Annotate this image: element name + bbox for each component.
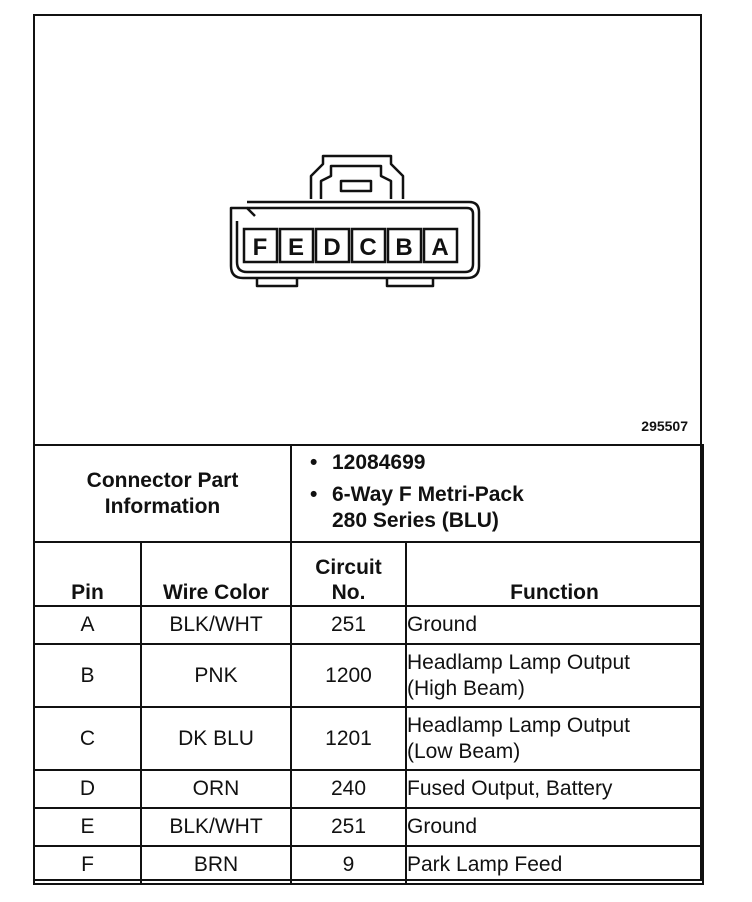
pin-cavity-label: A bbox=[431, 234, 449, 261]
cell-wire-color: BRN bbox=[141, 846, 291, 884]
table-row bbox=[34, 707, 703, 770]
pin-cavity-label: F bbox=[252, 234, 268, 261]
cell-pin: F bbox=[34, 846, 141, 884]
cell-pin: C bbox=[34, 707, 141, 770]
cell-wire-color: DK BLU bbox=[141, 707, 291, 770]
table-row bbox=[34, 606, 703, 644]
cell-pin: B bbox=[34, 644, 141, 707]
cell-function: Fused Output, Battery bbox=[406, 770, 703, 808]
part-info-items bbox=[291, 445, 703, 542]
table-row bbox=[34, 644, 703, 707]
part-info-label: Connector Part Information bbox=[34, 445, 291, 542]
cell-pin: E bbox=[34, 808, 141, 846]
header-pin: Pin bbox=[34, 542, 141, 606]
pin-cavity-label: C bbox=[359, 234, 377, 261]
cell-wire-color: PNK bbox=[141, 644, 291, 707]
cell-wire-color: BLK/WHT bbox=[141, 606, 291, 644]
part-info-row bbox=[34, 445, 703, 542]
pin-cavity-label: D bbox=[323, 234, 341, 261]
connector-face-illustration bbox=[35, 16, 700, 444]
table-row bbox=[34, 846, 703, 884]
cell-circuit: 1201 bbox=[291, 707, 406, 770]
header-function: Function bbox=[406, 542, 703, 606]
cell-function: Ground bbox=[406, 808, 703, 846]
pin-cavity-label: B bbox=[395, 234, 413, 261]
cell-circuit: 240 bbox=[291, 770, 406, 808]
cell-pin: D bbox=[34, 770, 141, 808]
cell-function: Ground bbox=[406, 606, 703, 644]
table-row bbox=[34, 770, 703, 808]
header-wire-color: Wire Color bbox=[141, 542, 291, 606]
cell-function: Park Lamp Feed bbox=[406, 846, 703, 884]
cell-function: Headlamp Lamp Output (Low Beam) bbox=[406, 707, 703, 770]
cell-circuit: 1200 bbox=[291, 644, 406, 707]
cell-circuit: 251 bbox=[291, 808, 406, 846]
cell-pin: A bbox=[34, 606, 141, 644]
header-circuit-no: Circuit No. bbox=[291, 542, 406, 606]
pin-cavity-label: E bbox=[287, 234, 305, 261]
cell-wire-color: ORN bbox=[141, 770, 291, 808]
table-header-row bbox=[34, 542, 703, 606]
connector-type: • 6-Way F Metri-Pack 280 Series (BLU) bbox=[332, 482, 702, 534]
part-number: • 12084699 bbox=[332, 450, 702, 476]
connector-drawing-area bbox=[35, 16, 700, 444]
cell-circuit: 9 bbox=[291, 846, 406, 884]
connector-pinout-table bbox=[33, 444, 704, 885]
cell-function: Headlamp Lamp Output (High Beam) bbox=[406, 644, 703, 707]
cell-circuit: 251 bbox=[291, 606, 406, 644]
cell-wire-color: BLK/WHT bbox=[141, 808, 291, 846]
table-row bbox=[34, 808, 703, 846]
figure-number: 295507 bbox=[641, 418, 688, 434]
connector-diagram-frame bbox=[33, 14, 702, 881]
